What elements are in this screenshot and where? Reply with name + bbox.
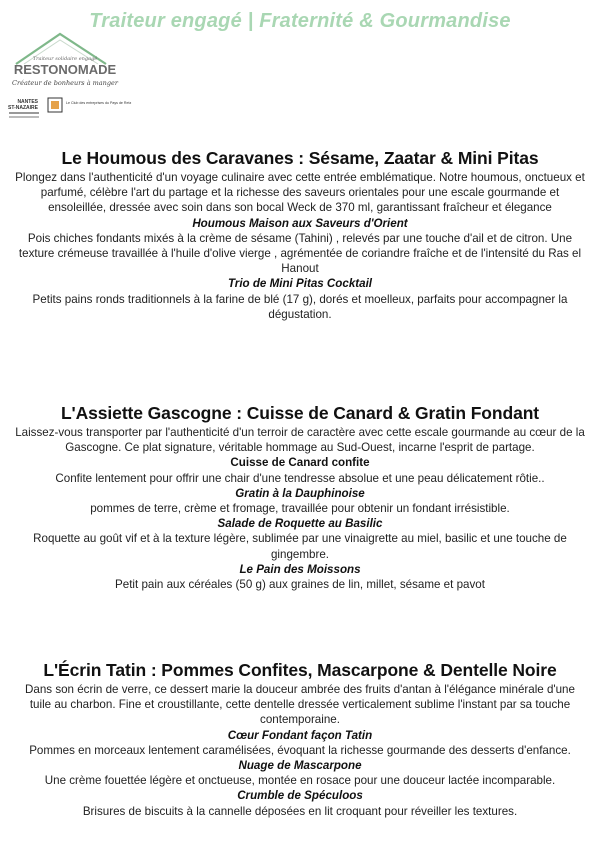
item-description: Brisures de biscuits à la cannelle déposées en lit croquant pour réveiller les textures. [82, 804, 518, 818]
section-title: L'Écrin Tatin : Pommes Confites, Mascarpone & Dentelle Noire [43, 660, 557, 680]
item-name: Houmous Maison aux Saveurs d'Orient [192, 216, 408, 230]
menu-section-tatin [0, 658, 600, 819]
item-description: Petit pain aux céréales (50 g) aux graines de lin, millet, sésame et pavot [115, 578, 485, 592]
item-name: Nuage de Mascarpone [238, 759, 362, 773]
menu-section-gascogne [0, 401, 600, 592]
section-intro: Plongez dans l'authenticité d'un voyage culinaire avec cette entrée emblématique. Notre houmous, onctueux et parfumé, célèbre l'art du partage et la richesse des saveurs orientales pour une escale gourmande et ensoleillée, dressée avec soin dans son bocal Weck de 370 ml, garantissant fraîcheur et élegance [15, 171, 585, 215]
partner1-line2: ST-NAZAIRE [8, 105, 38, 111]
section-intro: Dans son écrin de verre, ce dessert marie la douceur ambrée des fruits d'antan à l'élégance minérale d'une tuile au charbon. Fine et croustillante, cette dentelle dressée verticalement sublime l'instant par sa touche contemporaine. [25, 683, 575, 727]
item-name: Salade de Roquette au Basilic [217, 517, 383, 531]
item-description: Une crème fouettée légère et onctueuse, montée en rosace pour une douceur lactée incomparable. [44, 774, 556, 788]
restonomade-logo [10, 30, 120, 100]
section-intro: Laissez-vous transporter par l'authenticité d'un terroir de caractère avec cette escale gourmande au cœur de la Gascogne. Ce plat signature, véritable hommage au Sud-Ouest, incarne l'esprit de partage. [15, 426, 585, 455]
item-name: Cœur Fondant façon Tatin [227, 728, 373, 742]
section-title: L'Assiette Gascogne : Cuisse de Canard & Gratin Fondant [60, 403, 540, 423]
logo-small-text: Traiteur solidaire engagé [32, 56, 98, 62]
item-name: Cuisse de Canard confite [230, 456, 370, 470]
item-name: Trio de Mini Pitas Cocktail [227, 277, 373, 291]
item-description: Petits pains ronds traditionnels à la farine de blé (17 g), dorés et moelleux, parfaits pour accompagner la dégustation. [32, 292, 568, 321]
item-name: Crumble de Spéculoos [237, 789, 363, 803]
section-title: Le Houmous des Caravanes : Sésame, Zaatar & Mini Pitas [61, 148, 539, 168]
page-tagline: Traiteur engagé | Fraternité & Gourmandise [89, 10, 511, 32]
logo-subtitle: Créateur de bonheurs à manger [12, 79, 118, 87]
item-description: Confite lentement pour offrir une chair d'une tendresse absolue et une peau délicatement rôtie.. [55, 471, 545, 485]
item-name: Le Pain des Moissons [239, 562, 361, 576]
partner-logos [8, 96, 148, 122]
item-description: Pommes en morceaux lentement caramélisées, évoquant la richesse gourmande des desserts d'enfance. [29, 743, 571, 757]
partner2-text: Le Club des entreprises du Pays de Retz [66, 101, 132, 105]
menu-section-houmous [0, 146, 600, 322]
partner1-line1: NANTES [17, 99, 38, 105]
item-description: Roquette au goût vif et à la texture légère, sublimée par une vinaigrette au miel, basilic et une touche de gingembre. [33, 532, 567, 561]
logo-wordmark: RESTONOMADE [13, 62, 117, 77]
item-description: Pois chiches fondants mixés à la crème de sésame (Tahini) , relevés par une touche d'ail et de citron. Une texture crémeuse travaillée à l'huile d'olive vierge , agrémentée de coriandre fraîche et de l'intensité du Ras el Hanout [18, 231, 582, 276]
item-name: Gratin à la Dauphinoise [235, 486, 365, 500]
item-description: pommes de terre, crème et fromage, travaillée pour obtenir un fondant irrésistible. [90, 502, 510, 516]
